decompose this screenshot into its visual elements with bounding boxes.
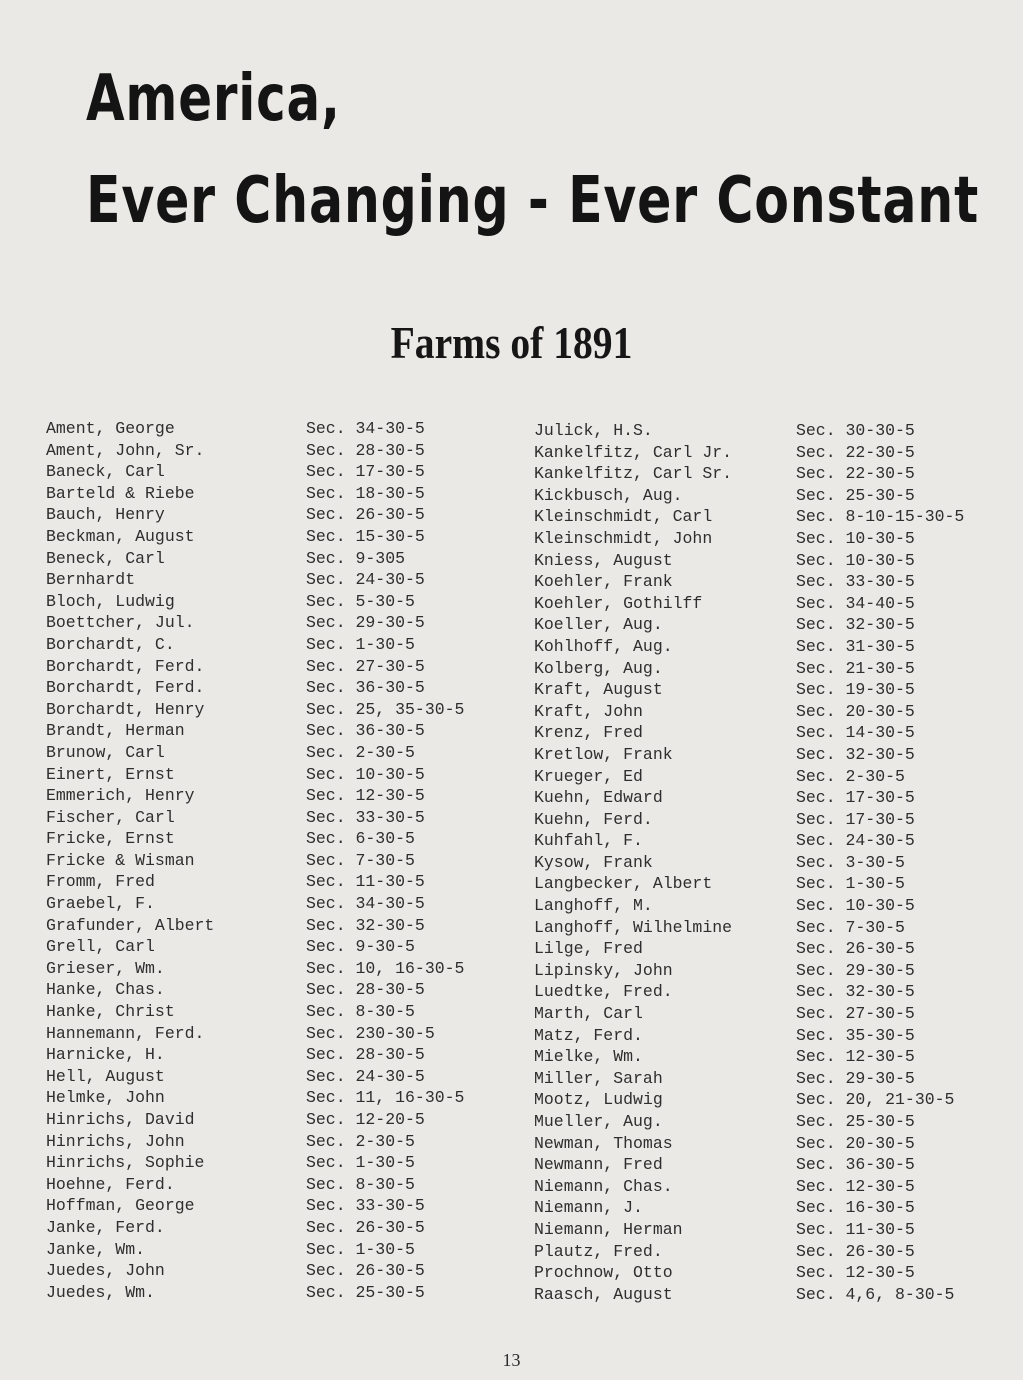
farm-entry-row <box>46 1131 516 1153</box>
farm-entry-row <box>46 699 516 721</box>
farm-entry-row <box>534 463 1004 485</box>
farm-section-number: Sec. 17-30-5 <box>796 788 915 808</box>
farm-owner-name: Brunow, Carl <box>46 742 165 762</box>
farm-entry-row <box>534 1025 1004 1047</box>
farm-entry-row <box>534 1197 1004 1219</box>
farm-section-number: Sec. 10-30-5 <box>796 550 915 570</box>
farm-entry-row <box>46 1239 516 1261</box>
farm-section-number: Sec. 8-10-15-30-5 <box>796 507 965 527</box>
farm-owner-name: Marth, Carl <box>534 1004 643 1024</box>
farm-entry-row <box>534 1003 1004 1025</box>
farm-owner-name: Niemann, J. <box>534 1198 643 1218</box>
farm-entry-row <box>46 1217 516 1239</box>
farm-owner-name: Juedes, Wm. <box>46 1282 155 1302</box>
farm-entry-row <box>46 656 516 678</box>
farm-owner-name: Kohlhoff, Aug. <box>534 636 673 656</box>
farm-entry-row <box>534 420 1004 442</box>
farm-owner-name: Newman, Thomas <box>534 1133 673 1153</box>
farm-entry-row <box>46 440 516 462</box>
farm-owner-name: Mootz, Ludwig <box>534 1090 663 1110</box>
farm-entry-row <box>46 936 516 958</box>
farm-owner-name: Prochnow, Otto <box>534 1263 673 1283</box>
farm-section-number: Sec. 28-30-5 <box>306 1045 425 1065</box>
farm-entry-row <box>534 809 1004 831</box>
farm-owner-name: Ament, John, Sr. <box>46 440 205 460</box>
farm-section-number: Sec. 12-30-5 <box>796 1176 915 1196</box>
farm-entry-row <box>46 979 516 1001</box>
farm-entry-row <box>534 1241 1004 1263</box>
farm-entry-row <box>534 852 1004 874</box>
farm-entry-row <box>534 1176 1004 1198</box>
farm-entry-row <box>534 1089 1004 1111</box>
farm-entry-row <box>46 1109 516 1131</box>
farm-owner-name: Fromm, Fred <box>46 872 155 892</box>
farm-section-number: Sec. 26-30-5 <box>796 1241 915 1261</box>
farm-section-number: Sec. 36-30-5 <box>306 721 425 741</box>
farm-owner-name: Harnicke, H. <box>46 1045 165 1065</box>
farm-section-number: Sec. 36-30-5 <box>306 678 425 698</box>
farm-owner-name: Mielke, Wm. <box>534 1047 643 1067</box>
farm-owner-name: Langhoff, M. <box>534 896 653 916</box>
farm-entry-row <box>46 1195 516 1217</box>
farm-section-number: Sec. 12-30-5 <box>306 786 425 806</box>
farm-entry-row <box>534 593 1004 615</box>
farm-owner-name: Kniess, August <box>534 550 673 570</box>
farm-entry-row <box>46 548 516 570</box>
farm-section-number: Sec. 29-30-5 <box>796 960 915 980</box>
farm-entry-row <box>534 1046 1004 1068</box>
farm-section-number: Sec. 30-30-5 <box>796 421 915 440</box>
farm-owner-name: Kleinschmidt, Carl <box>534 507 713 527</box>
farm-section-number: Sec. 24-30-5 <box>796 831 915 851</box>
farm-section-number: Sec. 31-30-5 <box>796 636 915 656</box>
farm-entry-row <box>46 958 516 980</box>
farm-entry-row <box>534 873 1004 895</box>
farm-owner-name: Kretlow, Frank <box>534 744 673 764</box>
farm-section-number: Sec. 25-30-5 <box>796 485 915 505</box>
farm-owner-name: Borchardt, Ferd. <box>46 656 205 676</box>
farm-owner-name: Fricke, Ernst <box>46 829 175 849</box>
farm-section-number: Sec. 14-30-5 <box>796 723 915 743</box>
farm-entry-row <box>534 485 1004 507</box>
farm-section-number: Sec. 35-30-5 <box>796 1025 915 1045</box>
farm-owner-name: Miller, Sarah <box>534 1068 663 1088</box>
farm-owner-name: Niemann, Herman <box>534 1219 683 1239</box>
farm-entry-row <box>46 871 516 893</box>
farm-entry-row <box>46 828 516 850</box>
farm-section-number: Sec. 8-30-5 <box>306 1174 415 1194</box>
farm-owner-name: Bloch, Ludwig <box>46 591 175 611</box>
farm-section-number: Sec. 20-30-5 <box>796 701 915 721</box>
farm-section-number: Sec. 36-30-5 <box>796 1155 915 1175</box>
farm-entry-row <box>534 506 1004 528</box>
farm-entry-row <box>534 1219 1004 1241</box>
farm-owner-name: Helmke, John <box>46 1088 165 1108</box>
page-number: 13 <box>502 1350 521 1370</box>
farm-owner-name: Borchardt, C. <box>46 634 175 654</box>
section-heading: Farms of 1891 <box>390 317 633 368</box>
farm-section-number: Sec. 26-30-5 <box>306 505 425 525</box>
farm-entry-row <box>46 483 516 505</box>
farm-entry-row <box>534 442 1004 464</box>
farm-section-number: Sec. 1-30-5 <box>306 1153 415 1173</box>
farm-owner-name: Barteld & Riebe <box>46 483 195 503</box>
farm-section-number: Sec. 17-30-5 <box>306 462 425 482</box>
farm-section-number: Sec. 7-30-5 <box>796 917 905 937</box>
farm-section-number: Sec. 7-30-5 <box>306 850 415 870</box>
farm-entry-row <box>46 612 516 634</box>
farm-section-number: Sec. 24-30-5 <box>306 570 425 590</box>
farm-owner-name: Koeller, Aug. <box>534 615 663 635</box>
farm-section-number: Sec. 29-30-5 <box>796 1068 915 1088</box>
farm-section-number: Sec. 26-30-5 <box>306 1261 425 1281</box>
farm-entry-row <box>534 938 1004 960</box>
farm-entry-row <box>46 1087 516 1109</box>
farm-entry-row <box>46 1044 516 1066</box>
farm-owner-name: Hinrichs, Sophie <box>46 1153 205 1173</box>
farm-entry-row <box>534 981 1004 1003</box>
farm-entry-row <box>46 526 516 548</box>
farm-entry-row <box>46 1152 516 1174</box>
farm-section-number: Sec. 21-30-5 <box>796 658 915 678</box>
farm-owner-name: Koehler, Frank <box>534 572 673 592</box>
farm-section-number: Sec. 10, 16-30-5 <box>306 958 465 978</box>
farm-owner-name: Emmerich, Henry <box>46 786 195 806</box>
farm-section-number: Sec. 1-30-5 <box>796 874 905 894</box>
farm-section-number: Sec. 22-30-5 <box>796 464 915 484</box>
farm-section-number: Sec. 28-30-5 <box>306 980 425 1000</box>
farm-section-number: Sec. 27-30-5 <box>796 1004 915 1024</box>
farm-owner-name: Fischer, Carl <box>46 807 175 827</box>
farm-owner-name: Grafunder, Albert <box>46 915 215 935</box>
farm-section-number: Sec. 9-305 <box>306 548 406 568</box>
farm-owner-name: Mueller, Aug. <box>534 1112 663 1131</box>
farm-owner-name: Grell, Carl <box>46 937 155 957</box>
farm-entry-row <box>46 785 516 807</box>
farm-owner-name: Janke, Ferd. <box>46 1217 165 1237</box>
farm-owner-name: Hell, August <box>46 1066 165 1086</box>
farm-entry-row <box>534 701 1004 723</box>
farm-section-number: Sec. 4,6, 8-30-5 <box>796 1284 955 1304</box>
farm-entry-row <box>534 571 1004 593</box>
farm-section-number: Sec. 5-30-5 <box>306 591 415 611</box>
farm-section-number: Sec. 8-30-5 <box>306 1002 415 1022</box>
farm-owner-name: Langbecker, Albert <box>534 874 713 894</box>
farm-section-number: Sec. 24-30-5 <box>306 1066 425 1086</box>
farm-list-left-column <box>46 418 516 1303</box>
farm-owner-name: Fricke & Wisman <box>46 850 195 870</box>
farm-section-number: Sec. 16-30-5 <box>796 1198 915 1218</box>
farm-entry-row <box>46 504 516 526</box>
farm-owner-name: Koehler, Gothilff <box>534 593 703 613</box>
farm-section-number: Sec. 26-30-5 <box>796 939 915 959</box>
farm-entry-row <box>534 658 1004 680</box>
farm-entry-row <box>534 1262 1004 1284</box>
farm-owner-name: Kuehn, Edward <box>534 788 663 808</box>
farm-owner-name: Plautz, Fred. <box>534 1241 663 1261</box>
farm-owner-name: Kuhfahl, F. <box>534 831 643 851</box>
farm-owner-name: Krueger, Ed <box>534 766 643 786</box>
farm-section-number: Sec. 11, 16-30-5 <box>306 1088 465 1108</box>
farm-section-number: Sec. 28-30-5 <box>306 440 425 460</box>
farm-entry-row <box>534 917 1004 939</box>
farm-section-number: Sec. 19-30-5 <box>796 680 915 700</box>
farm-owner-name: Raasch, August <box>534 1284 673 1304</box>
farm-entry-row <box>46 677 516 699</box>
farm-owner-name: Borchardt, Henry <box>46 699 205 719</box>
farm-owner-name: Krenz, Fred <box>534 723 643 743</box>
farm-section-number: Sec. 9-30-5 <box>306 937 415 957</box>
farm-section-number: Sec. 26-30-5 <box>306 1217 425 1237</box>
farm-entry-row <box>534 636 1004 658</box>
farm-entry-row <box>534 722 1004 744</box>
farm-entry-row <box>46 720 516 742</box>
farm-owner-name: Einert, Ernst <box>46 764 175 784</box>
farm-section-number: Sec. 25-30-5 <box>306 1282 425 1302</box>
farm-section-number: Sec. 32-30-5 <box>796 615 915 635</box>
farm-owner-name: Kraft, August <box>534 680 663 700</box>
farm-entry-row <box>534 895 1004 917</box>
farm-section-number: Sec. 1-30-5 <box>306 634 415 654</box>
farm-section-number: Sec. 32-30-5 <box>796 982 915 1002</box>
farm-entry-row <box>46 1066 516 1088</box>
farm-section-number: Sec. 1-30-5 <box>306 1239 415 1259</box>
farm-section-number: Sec. 10-30-5 <box>796 896 915 916</box>
farm-entry-row <box>534 766 1004 788</box>
farm-section-number: Sec. 34-40-5 <box>796 593 915 613</box>
farm-section-number: Sec. 10-30-5 <box>306 764 425 784</box>
farm-owner-name: Beneck, Carl <box>46 548 165 568</box>
farm-owner-name: Ament, George <box>46 419 175 438</box>
farm-entry-row <box>46 1174 516 1196</box>
farm-owner-name: Borchardt, Ferd. <box>46 678 205 698</box>
farm-entry-row <box>46 461 516 483</box>
farm-owner-name: Hanke, Chas. <box>46 980 165 1000</box>
farm-section-number: Sec. 27-30-5 <box>306 656 425 676</box>
farm-entry-row <box>46 893 516 915</box>
farm-owner-name: Hinrichs, David <box>46 1110 195 1129</box>
farm-entry-row <box>534 679 1004 701</box>
farm-entry-row <box>46 742 516 764</box>
farm-owner-name: Janke, Wm. <box>46 1239 146 1259</box>
farm-section-number: Sec. 2-30-5 <box>306 1131 415 1151</box>
farm-owner-name: Brandt, Herman <box>46 721 185 741</box>
farm-entry-row <box>46 569 516 591</box>
farm-entry-row <box>534 1284 1004 1306</box>
farm-owner-name: Langhoff, Wilhelmine <box>534 917 733 937</box>
farm-owner-name: Lilge, Fred <box>534 939 643 959</box>
farm-entry-row <box>534 528 1004 550</box>
farm-owner-name: Kankelfitz, Carl Sr. <box>534 464 733 484</box>
farm-entry-row <box>534 1154 1004 1176</box>
farm-entry-row <box>46 1001 516 1023</box>
farm-owner-name: Graebel, F. <box>46 894 155 914</box>
farm-owner-name: Niemann, Chas. <box>534 1176 673 1196</box>
farm-entry-row <box>46 915 516 937</box>
farm-owner-name: Kraft, John <box>534 701 643 721</box>
farm-owner-name: Hoffman, George <box>46 1196 195 1216</box>
farm-owner-name: Julick, H.S. <box>534 421 653 440</box>
farm-entry-row <box>534 744 1004 766</box>
farm-entry-row <box>46 807 516 829</box>
farm-owner-name: Hanke, Christ <box>46 1002 175 1022</box>
farm-entry-row <box>46 764 516 786</box>
farm-owner-name: Hoehne, Ferd. <box>46 1174 175 1194</box>
farm-owner-name: Bernhardt <box>46 570 136 590</box>
farm-entry-row <box>534 550 1004 572</box>
farm-owner-name: Kickbusch, Aug. <box>534 485 683 505</box>
farm-owner-name: Juedes, John <box>46 1261 165 1281</box>
farm-section-number: Sec. 22-30-5 <box>796 442 915 462</box>
farm-section-number: Sec. 20, 21-30-5 <box>796 1090 955 1110</box>
farm-section-number: Sec. 6-30-5 <box>306 829 415 849</box>
farm-owner-name: Lipinsky, John <box>534 960 673 980</box>
farm-entry-row <box>534 1111 1004 1133</box>
farm-owner-name: Matz, Ferd. <box>534 1025 643 1045</box>
farm-owner-name: Luedtke, Fred. <box>534 982 673 1002</box>
farm-owner-name: Kuehn, Ferd. <box>534 809 653 829</box>
farm-entry-row <box>534 960 1004 982</box>
farm-section-number: Sec. 2-30-5 <box>306 742 415 762</box>
farm-entry-row <box>534 830 1004 852</box>
farm-section-number: Sec. 10-30-5 <box>796 528 915 548</box>
farm-owner-name: Kankelfitz, Carl Jr. <box>534 442 733 462</box>
farm-section-number: Sec. 12-30-5 <box>796 1263 915 1283</box>
farm-entry-row <box>46 418 516 440</box>
farm-entry-row <box>46 634 516 656</box>
farm-section-number: Sec. 11-30-5 <box>306 872 425 892</box>
farm-owner-name: Kolberg, Aug. <box>534 658 663 678</box>
farm-section-number: Sec. 25, 35-30-5 <box>306 699 465 719</box>
farm-section-number: Sec. 33-30-5 <box>306 807 425 827</box>
farm-section-number: Sec. 34-30-5 <box>306 894 425 914</box>
farm-owner-name: Beckman, August <box>46 526 195 546</box>
farm-section-number: Sec. 12-20-5 <box>306 1110 425 1129</box>
farm-section-number: Sec. 11-30-5 <box>796 1219 915 1239</box>
farm-owner-name: Newmann, Fred <box>534 1155 663 1175</box>
farm-list-right-column <box>534 420 1004 1305</box>
farm-section-number: Sec. 3-30-5 <box>796 852 905 872</box>
farm-section-number: Sec. 32-30-5 <box>306 915 425 935</box>
farm-section-number: Sec. 18-30-5 <box>306 483 425 503</box>
farm-entry-row <box>46 1260 516 1282</box>
farm-section-number: Sec. 230-30-5 <box>306 1023 435 1043</box>
farm-entry-row <box>534 787 1004 809</box>
farm-owner-name: Hinrichs, John <box>46 1131 185 1151</box>
farm-entry-row <box>46 850 516 872</box>
farm-section-number: Sec. 20-30-5 <box>796 1133 915 1153</box>
page-title-line-2: Ever Changing - Ever Constant <box>86 164 980 238</box>
farm-owner-name: Kleinschmidt, John <box>534 528 713 548</box>
farm-section-number: Sec. 12-30-5 <box>796 1047 915 1067</box>
page-title-line-1: America, <box>86 62 341 136</box>
farm-section-number: Sec. 33-30-5 <box>306 1196 425 1216</box>
farm-entry-row <box>46 1282 516 1304</box>
farm-owner-name: Baneck, Carl <box>46 462 165 482</box>
farm-section-number: Sec. 33-30-5 <box>796 572 915 592</box>
farm-entry-row <box>534 614 1004 636</box>
farm-section-number: Sec. 17-30-5 <box>796 809 915 829</box>
farm-owner-name: Boettcher, Jul. <box>46 613 195 633</box>
farm-owner-name: Grieser, Wm. <box>46 958 165 978</box>
farm-section-number: Sec. 29-30-5 <box>306 613 425 633</box>
farm-entry-row <box>46 591 516 613</box>
farm-section-number: Sec. 15-30-5 <box>306 526 425 546</box>
farm-section-number: Sec. 32-30-5 <box>796 744 915 764</box>
farm-owner-name: Bauch, Henry <box>46 505 165 525</box>
farm-owner-name: Hannemann, Ferd. <box>46 1023 205 1043</box>
farm-entry-row <box>534 1133 1004 1155</box>
farm-section-number: Sec. 34-30-5 <box>306 419 425 438</box>
farm-entry-row <box>46 1023 516 1045</box>
farm-section-number: Sec. 2-30-5 <box>796 766 905 786</box>
farm-entry-row <box>534 1068 1004 1090</box>
farm-owner-name: Kysow, Frank <box>534 852 653 872</box>
farm-section-number: Sec. 25-30-5 <box>796 1112 915 1131</box>
